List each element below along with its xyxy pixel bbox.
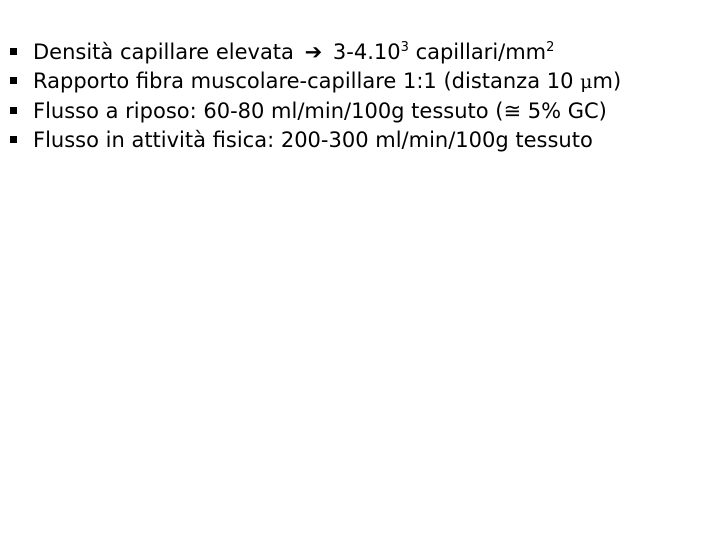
superscript: 2 — [546, 40, 555, 55]
bullet-text: Flusso a riposo: 60-80 ml/min/100g tessuto (≅ 5% GC) — [33, 99, 607, 123]
bullet-text: Rapporto fibra muscolare-capillare 1:1 (distanza 10 — [33, 69, 581, 93]
bullet-text: Flusso in attività fisica: 200-300 ml/min/100g tessuto — [33, 128, 593, 152]
square-bullet-icon — [10, 136, 17, 143]
bullet-text: 3-4.10 — [332, 40, 401, 64]
square-bullet-icon — [10, 107, 17, 114]
bullet-exercise-flow — [10, 126, 678, 155]
bullet-text: m) — [592, 69, 622, 93]
bullet-capillary-density — [10, 38, 678, 67]
bullet-text: capillari/mm — [408, 40, 547, 64]
bullet-resting-flow — [10, 97, 678, 126]
mu-symbol: μ — [580, 71, 593, 93]
square-bullet-icon — [10, 77, 17, 84]
superscript: 3 — [400, 40, 409, 55]
square-bullet-icon — [10, 48, 17, 55]
bullet-fiber-capillary-ratio — [10, 67, 678, 97]
bullet-list — [10, 38, 678, 155]
right-arrow-icon: ➔ — [304, 40, 323, 64]
bullet-text: Densità capillare elevata — [33, 40, 294, 64]
